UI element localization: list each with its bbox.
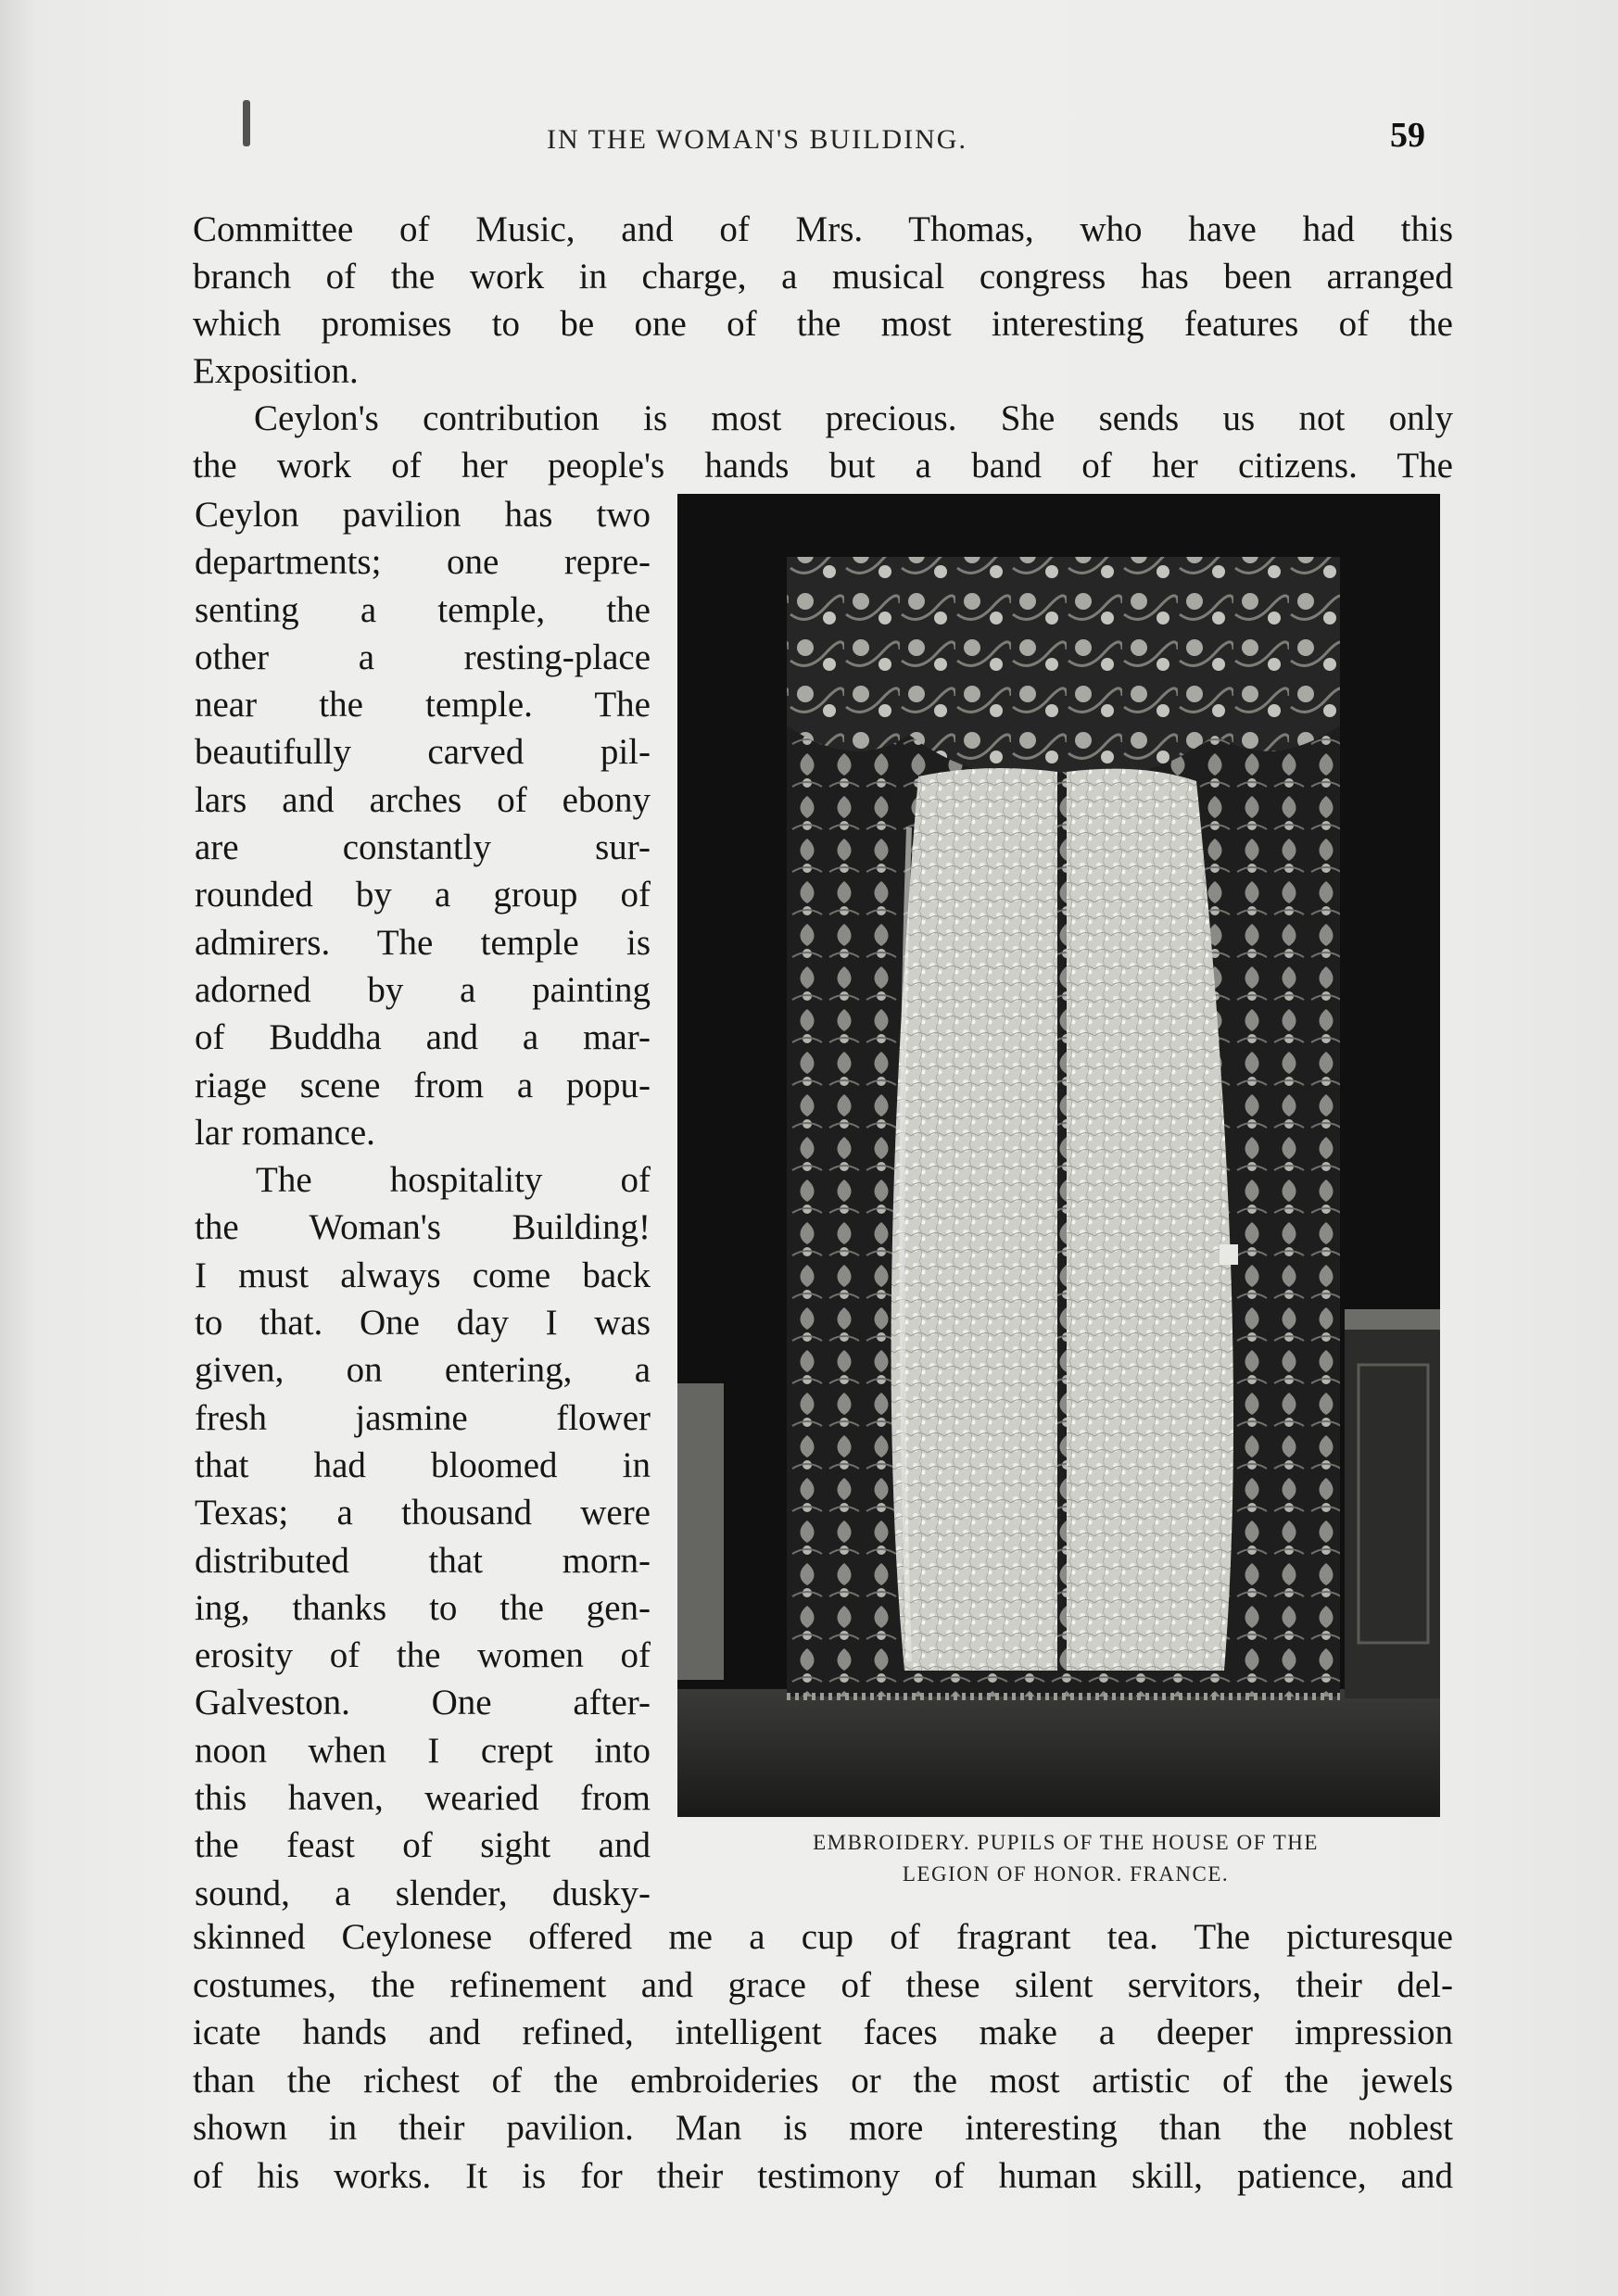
text-line: the feast of sight and [195,1825,651,1866]
text-line: beautifully carved pil- [195,732,651,773]
text-line: riage scene from a popu- [195,1065,651,1105]
text-line: other a resting-place [195,637,651,677]
text-line: of his works. It is for their testimony of human skill, patience, and [193,2155,1453,2196]
text-line: are constantly sur- [195,827,651,868]
text-line: given, on entering, a [195,1350,651,1391]
text-line: sound, a slender, dusky- [195,1873,651,1913]
text-line: the work of her people's hands but a band of her citizens. The [193,446,1453,486]
figure-caption [714,1827,1418,1890]
text-line: adorned by a painting [195,969,651,1010]
text-line: distributed that morn- [195,1540,651,1581]
text-line: Ceylon's contribution is most precious. She sends us not only [254,398,1453,438]
text-line: lar romance. [195,1112,375,1153]
text-line: erosity of the women of [195,1635,651,1676]
text-line: icate hands and refined, intelligent faces make a deeper impression [193,2012,1453,2052]
text-line: that had bloomed in [195,1444,651,1485]
text-line: Galveston. One after- [195,1683,651,1723]
text-line: Committee of Music, and of Mrs. Thomas, who have had this [193,209,1453,249]
text-line: to that. One day I was [195,1303,651,1344]
text-line: this haven, wearied from [195,1778,651,1819]
running-head: IN THE WOMAN'S BUILDING. [547,124,967,155]
text-line: of Buddha and a mar- [195,1017,651,1058]
text-line: skinned Ceylonese offered me a cup of fragrant tea. The picturesque [193,1917,1453,1957]
text-line: costumes, the refinement and grace of these silent servitors, their del- [193,1964,1453,2005]
text-line: lars and arches of ebony [195,779,651,820]
text-line: Ceylon pavilion has two [195,495,651,535]
caption-line: EMBROIDERY. PUPILS OF THE HOUSE OF THE [813,1831,1319,1854]
narrow-text-column [195,491,651,1917]
text-line: Exposition. [193,351,359,391]
text-line: which promises to be one of the most interesting features of the [193,304,1453,344]
text-line: I must always come back [195,1255,651,1295]
binding-mark [243,100,250,146]
caption-line: LEGION OF HONOR. FRANCE. [902,1862,1230,1886]
text-line: noon when I crept into [195,1730,651,1771]
text-line: shown in their pavilion. Man is more interesting than the noblest [193,2108,1453,2148]
top-text-block [193,206,1453,489]
bottom-text-block [193,1913,1453,2200]
embroidery-photograph [677,494,1440,1817]
text-line: ing, thanks to the gen- [195,1587,651,1628]
embroidery-curtain-image [677,494,1440,1817]
text-line: than the richest of the embroideries or the most artistic of the jewels [193,2060,1453,2100]
text-line: senting a temple, the [195,589,651,630]
text-line: near the temple. The [195,685,651,725]
text-line: fresh jasmine flower [195,1397,651,1438]
text-line: branch of the work in charge, a musical congress has been arranged [193,257,1453,296]
text-line: rounded by a group of [195,875,651,915]
page-number: 59 [1390,116,1425,155]
text-line: the Woman's Building! [195,1207,651,1248]
text-line: Texas; a thousand were [195,1493,651,1533]
text-line: The hospitality of [256,1160,651,1201]
text-line: admirers. The temple is [195,922,651,963]
text-line: departments; one repre- [195,542,651,583]
